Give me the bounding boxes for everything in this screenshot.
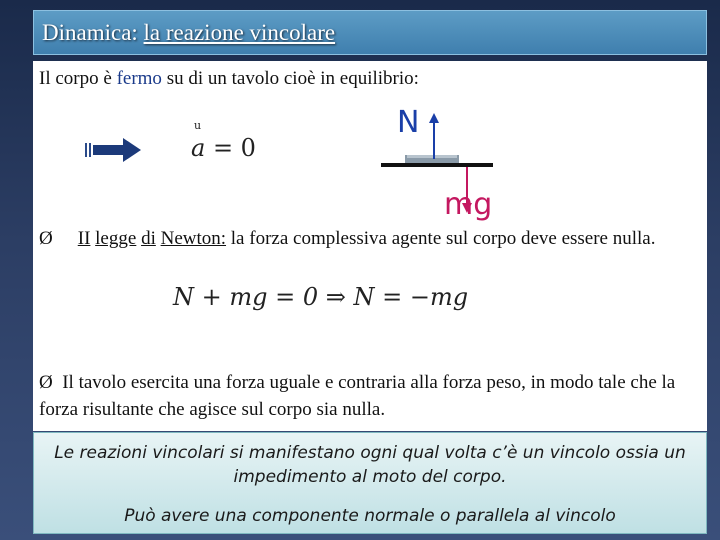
intro-before: Il corpo è bbox=[39, 68, 117, 89]
equation-a-symbol: a bbox=[191, 134, 206, 162]
law-word-3: di bbox=[141, 228, 156, 249]
note-box bbox=[33, 432, 707, 534]
vector-mark: u bbox=[194, 119, 202, 132]
page-title bbox=[42, 20, 335, 46]
table-surface bbox=[381, 163, 493, 167]
intro-after: su di un tavolo cioè in equilibrio: bbox=[161, 68, 419, 89]
bullet-arrow-icon: Ø bbox=[39, 228, 53, 249]
law-word-4: Newton: bbox=[160, 228, 227, 249]
label-mg: mg bbox=[444, 187, 493, 222]
bullet2-text: Il tavolo esercita una forza uguale e contraria alla forza peso, in modo tale che la forza risultante che agisce sul corpo sia nulla. bbox=[39, 372, 676, 420]
bullet1-text: la forza complessiva agente sul corpo deve essere nulla. bbox=[226, 228, 656, 249]
note-line-1: Le reazioni vincolari si manifestano ogni qual volta c’è un vincolo ossia un impedimento al moto del corpo. bbox=[54, 443, 686, 487]
bullet-newton bbox=[39, 225, 691, 252]
law-word-1: II bbox=[77, 228, 91, 249]
content-box bbox=[33, 61, 707, 431]
title-prefix: Dinamica: bbox=[42, 20, 144, 45]
right-arrow-icon bbox=[83, 136, 147, 164]
label-N: N bbox=[397, 105, 420, 140]
bullet-table bbox=[39, 369, 691, 423]
equation-equilibrium: N + mg = 0 ⇒ N = −mg bbox=[173, 283, 469, 311]
title-underlined: la reazione vincolare bbox=[143, 20, 336, 45]
force-diagram bbox=[363, 101, 523, 221]
bullet-arrow-icon: Ø bbox=[39, 372, 53, 393]
note-line-2: Può avere una componente normale o parallela al vincolo bbox=[124, 506, 616, 526]
law-word-2: legge bbox=[95, 228, 137, 249]
intro-keyword: fermo bbox=[116, 68, 162, 89]
equation-a bbox=[191, 119, 256, 162]
intro-text bbox=[39, 68, 419, 90]
title-bar bbox=[33, 10, 707, 55]
equation-a-rest: = 0 bbox=[205, 134, 256, 162]
